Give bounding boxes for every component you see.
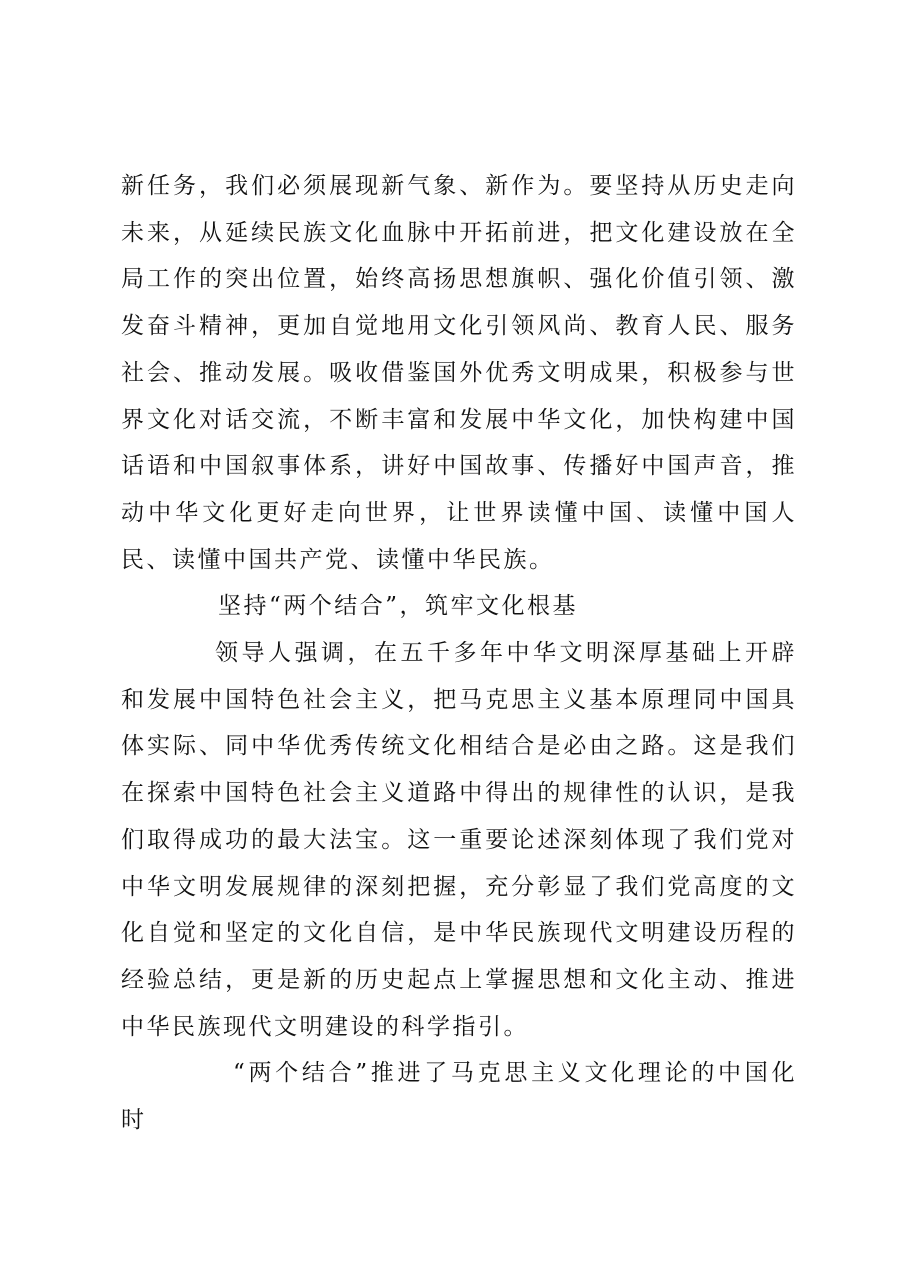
paragraph-two-combinations: “两个结合”推进了马克思主义文化理论的中国化时 — [121, 1060, 797, 1134]
paragraph-leader-remarks: 领导人强调，在五千多年中华文明深厚基础上开辟和发展中国特色社会主义，把马克思主义基本原理同中国具体实际、同中华优秀传统文化相结合是必由之路。这是我们在探索中国特色社会主义道路中得出的规律性的认识，是我们取得成功的最大法宝。这一重要论述深刻体现了我们党对中华文明发展规律的深刻把握，充分彰显了我们党高度的文化自觉和坚定的文化自信，是中华民族现代文明建设历程的经验总结，更是新的历史起点上掌握思想和文化主动、推进中华民族现代文明建设的科学指引。 — [121, 640, 797, 1040]
section-heading: 坚持“两个结合”，筑牢文化根基 — [218, 593, 579, 620]
paragraph-continuation: 新任务，我们必须展现新气象、新作为。要坚持从历史走向未来，从延续民族文化血脉中开拓前进，把文化建设放在全局工作的突出位置，始终高扬思想旗帜、强化价值引领、激发奋斗精神，更加自觉地用文化引领风尚、教育人民、服务社会、推动发展。吸收借鉴国外优秀文明成果，积极参与世界文化对话交流，不断丰富和发展中华文化，加快构建中国话语和中国叙事体系，讲好中国故事、传播好中国声音，推动中华文化更好走向世界，让世界读懂中国、读懂中国人民、读懂中国共产党、读懂中华民族。 — [121, 173, 797, 573]
document-body — [121, 163, 797, 1144]
